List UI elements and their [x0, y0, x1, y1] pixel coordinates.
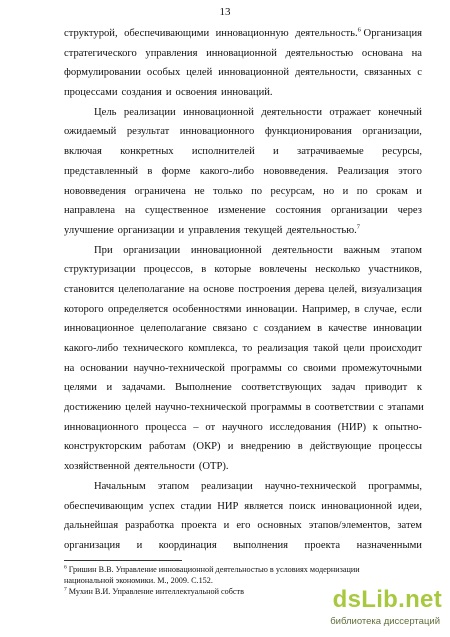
text-line	[64, 44, 422, 64]
word: приводит	[364, 382, 408, 394]
text-line	[64, 63, 422, 83]
word: исполнителей	[191, 146, 255, 158]
word: (НИР)	[337, 421, 366, 433]
word: (ОКР)	[192, 441, 221, 453]
word: ресурсам,	[270, 185, 315, 197]
word: на	[64, 362, 75, 374]
word: визуализация	[361, 283, 422, 295]
word: в	[147, 165, 153, 177]
word: связанных	[364, 67, 412, 79]
word: улучшение	[64, 224, 114, 236]
word: в	[305, 402, 311, 414]
word: Выполнение	[175, 382, 232, 394]
word: целеполагание	[118, 283, 185, 295]
word: функционирования	[264, 126, 352, 138]
word: промежуточными	[341, 362, 422, 374]
word: по	[356, 185, 368, 197]
word: и	[273, 146, 279, 158]
word: процессы	[378, 441, 422, 453]
word: затем	[397, 520, 422, 532]
word: вовлечены	[259, 264, 307, 276]
word: этапом	[390, 244, 422, 256]
watermark-logo	[333, 586, 442, 614]
word: хозяйственной	[64, 461, 131, 473]
word: является	[244, 500, 284, 512]
word: процессами	[64, 87, 118, 99]
word: нововведения	[64, 185, 127, 197]
word: деятельности,	[295, 67, 359, 79]
word: своими	[303, 362, 337, 374]
word: в	[354, 303, 360, 315]
word: стратегического	[64, 47, 137, 59]
word: участников,	[368, 264, 422, 276]
word: организации	[117, 224, 175, 236]
word: особых	[146, 67, 181, 79]
word: изменение	[218, 205, 266, 217]
word: ресурсы,	[382, 146, 422, 158]
text-line	[64, 477, 422, 497]
word: которого	[64, 303, 104, 315]
word: цели	[343, 343, 365, 354]
word: инновационной	[206, 47, 277, 59]
text-line	[64, 319, 422, 339]
word: внедрению	[240, 441, 291, 453]
word: с	[417, 67, 422, 79]
word: (ОТР).	[198, 461, 229, 473]
word: в	[201, 264, 207, 276]
word: к	[372, 421, 378, 433]
word: инновационной	[183, 106, 254, 118]
word: конечный	[378, 106, 422, 118]
text-line	[64, 457, 422, 477]
word: важным	[343, 244, 380, 256]
text-line	[64, 162, 422, 182]
word: технического	[123, 343, 184, 354]
watermark-logo-text: dsLib.net	[332, 586, 442, 613]
footnote-number: 6	[64, 564, 67, 571]
word: дальнейшая	[64, 520, 119, 532]
text-line	[64, 359, 422, 379]
word: реализации	[201, 480, 253, 492]
word: построения	[238, 283, 291, 295]
word: какого-либо	[199, 165, 255, 177]
word: происходит	[369, 343, 422, 354]
body-text	[64, 24, 422, 556]
word: через	[397, 205, 422, 217]
word: результат	[126, 126, 170, 138]
text-line	[64, 221, 422, 241]
word: особенностями	[172, 303, 242, 315]
word: связано	[212, 323, 247, 335]
word: несколько	[315, 264, 361, 276]
text-line	[64, 516, 422, 536]
word: выполнения	[233, 539, 289, 551]
word: качестве	[328, 323, 367, 335]
word: организации,	[362, 126, 422, 138]
footnote-text: национальной экономики. М., 2009. С.152.	[64, 576, 213, 585]
word: его	[236, 520, 251, 532]
word: не	[194, 185, 205, 197]
word: программы	[250, 402, 302, 414]
word: состояния	[275, 205, 322, 217]
word: и	[178, 224, 185, 236]
word: такой	[313, 343, 339, 354]
word: управления	[188, 224, 241, 236]
text-line	[64, 300, 422, 320]
word: структуризации	[64, 264, 136, 276]
page-number: 13	[219, 6, 231, 18]
word: текущей	[244, 224, 283, 236]
footnote-divider	[64, 560, 182, 561]
text-line	[64, 241, 422, 261]
word: с	[253, 323, 258, 335]
word: включая	[64, 146, 102, 158]
word: созданием	[264, 323, 311, 335]
word: –	[193, 421, 199, 433]
footnote-text: Мухин В.И. Управление интеллектуальной собств	[66, 587, 244, 596]
word: на	[411, 47, 422, 59]
word: срокам	[376, 185, 408, 197]
word: инновационное	[64, 323, 134, 335]
word: и	[223, 520, 230, 532]
word: научно-технической	[155, 402, 247, 414]
word: целеполагание	[140, 323, 207, 335]
word: назначенными	[356, 539, 422, 551]
word: достижению	[64, 402, 122, 414]
word: деятельность.$^6$ Организация	[295, 26, 422, 39]
watermark	[292, 586, 442, 634]
word: нововведения.	[263, 165, 329, 177]
word: опытно-	[384, 421, 422, 433]
word: Начальным	[94, 480, 146, 492]
text-line	[64, 142, 422, 162]
text-line	[64, 24, 422, 44]
word: координация	[158, 539, 217, 551]
word: исследования	[269, 421, 331, 433]
word: управления	[145, 47, 198, 59]
word: инновационного	[64, 421, 139, 433]
footnote-ref: 6	[357, 26, 361, 34]
word: организации	[123, 244, 181, 256]
word: инновации.	[245, 303, 298, 315]
word: основе	[203, 283, 235, 295]
word: основана	[361, 47, 403, 59]
word: успех	[149, 500, 175, 512]
word: Реализация	[337, 165, 389, 177]
word: обеспечивающим	[64, 500, 144, 512]
word: целей	[125, 402, 152, 414]
word: инновационной	[218, 67, 290, 79]
word: и	[165, 87, 172, 99]
word: становится	[64, 283, 115, 295]
word: Цель	[94, 106, 117, 118]
word: с	[378, 402, 384, 414]
word: поиск	[288, 500, 316, 512]
word: деятельностью.$^7$	[286, 223, 361, 236]
footnote-ref: 7	[356, 223, 361, 231]
word: инновационной	[321, 500, 393, 512]
word: целей,	[328, 283, 358, 295]
text-line	[64, 497, 422, 517]
word: стадии	[180, 500, 212, 512]
word: инновационной	[190, 244, 262, 256]
word: и	[136, 539, 143, 551]
word: на	[124, 205, 136, 217]
word: соответствующих	[241, 382, 322, 394]
word: по	[251, 185, 263, 197]
word: программы	[230, 362, 282, 374]
word: представленный	[64, 165, 139, 177]
word: этапом	[157, 480, 190, 492]
word: создания	[121, 87, 162, 99]
word: форме	[161, 165, 191, 177]
word: инноваций.	[221, 87, 273, 99]
word: научно-технической	[133, 362, 225, 374]
watermark-subtitle: библиотека диссертаций	[330, 616, 440, 627]
footnote-line	[64, 564, 404, 575]
text-line	[64, 103, 422, 123]
word: реализации	[123, 106, 176, 118]
word: проекта	[304, 539, 341, 551]
word: только	[213, 185, 243, 197]
word: от	[205, 421, 216, 433]
word: которые	[214, 264, 252, 276]
word: конструкторским	[64, 441, 142, 453]
text-line	[64, 536, 422, 556]
text-line	[64, 201, 422, 221]
word: задачами.	[121, 382, 166, 394]
word: и	[227, 441, 234, 453]
word: основании	[80, 362, 128, 374]
word: инновационного	[179, 126, 255, 138]
word: НИР	[217, 500, 239, 512]
text-line	[64, 83, 422, 103]
footnote-text: Гришин В.В. Управление инновационной деятельностью в условиях модернизации	[66, 565, 360, 574]
word: ожидаемый	[64, 126, 117, 138]
word: этапами	[387, 402, 424, 414]
word: отражает	[329, 106, 371, 118]
text-line	[64, 398, 422, 418]
word: определяется	[108, 303, 169, 315]
word: в	[317, 323, 323, 335]
word: задач	[331, 382, 356, 394]
word: этапов/элементов,	[308, 520, 391, 532]
word: инновации	[373, 323, 422, 335]
word: При	[94, 244, 113, 256]
word: идеи,	[397, 500, 422, 512]
word: процессов,	[143, 264, 194, 276]
word: соответствии	[314, 402, 375, 414]
word: организации	[330, 205, 388, 217]
word: и	[342, 185, 349, 197]
text-line	[64, 378, 422, 398]
text-line	[64, 437, 422, 457]
word: комплекса,	[188, 343, 238, 354]
word: случае,	[364, 303, 397, 315]
word: деятельностью	[285, 47, 354, 59]
word: обеспечивающими	[124, 28, 210, 39]
word: научного	[221, 421, 263, 433]
text-line	[64, 122, 422, 142]
word: реализация	[257, 343, 309, 354]
text-line	[64, 182, 422, 202]
text-line	[64, 280, 422, 300]
footnote-number: 7	[64, 586, 67, 593]
word: на	[188, 283, 200, 295]
word: деятельности	[272, 244, 333, 256]
word: формулировании	[64, 67, 141, 79]
word: целей	[186, 67, 213, 79]
word: организация	[64, 539, 121, 551]
text-line	[64, 260, 422, 280]
word: со	[287, 362, 298, 374]
word: но	[323, 185, 335, 197]
word: Например,	[301, 303, 351, 315]
word: работам	[149, 441, 186, 453]
word: программы,	[368, 480, 422, 492]
word: разработка	[125, 520, 175, 532]
word: целями	[64, 382, 97, 394]
word: действующие	[309, 441, 372, 453]
word: конкретных	[120, 146, 174, 158]
footnote-line	[64, 575, 404, 586]
word: деятельности	[134, 461, 195, 473]
word: процесса	[145, 421, 187, 433]
word: этого	[398, 165, 422, 177]
word: освоения	[175, 87, 218, 99]
word: существенное	[145, 205, 209, 217]
text-line	[64, 418, 422, 438]
word: деятельности	[261, 106, 322, 118]
text-line	[64, 339, 422, 359]
word: ограничена	[134, 185, 186, 197]
word: инновационную	[215, 28, 289, 39]
word: и	[416, 185, 422, 197]
word: научно-технической	[264, 480, 357, 492]
word: дерева	[294, 283, 325, 295]
word: то	[242, 343, 253, 354]
word: затрачиваемые	[297, 146, 364, 158]
word: если	[401, 303, 422, 315]
word: проекта	[181, 520, 217, 532]
word: какого-либо	[64, 343, 119, 354]
word: структурой,	[64, 28, 118, 39]
word: и	[106, 382, 113, 394]
word: основных	[257, 520, 302, 532]
word: к	[416, 382, 422, 394]
word: направлена	[64, 205, 116, 217]
word: в	[297, 441, 303, 453]
